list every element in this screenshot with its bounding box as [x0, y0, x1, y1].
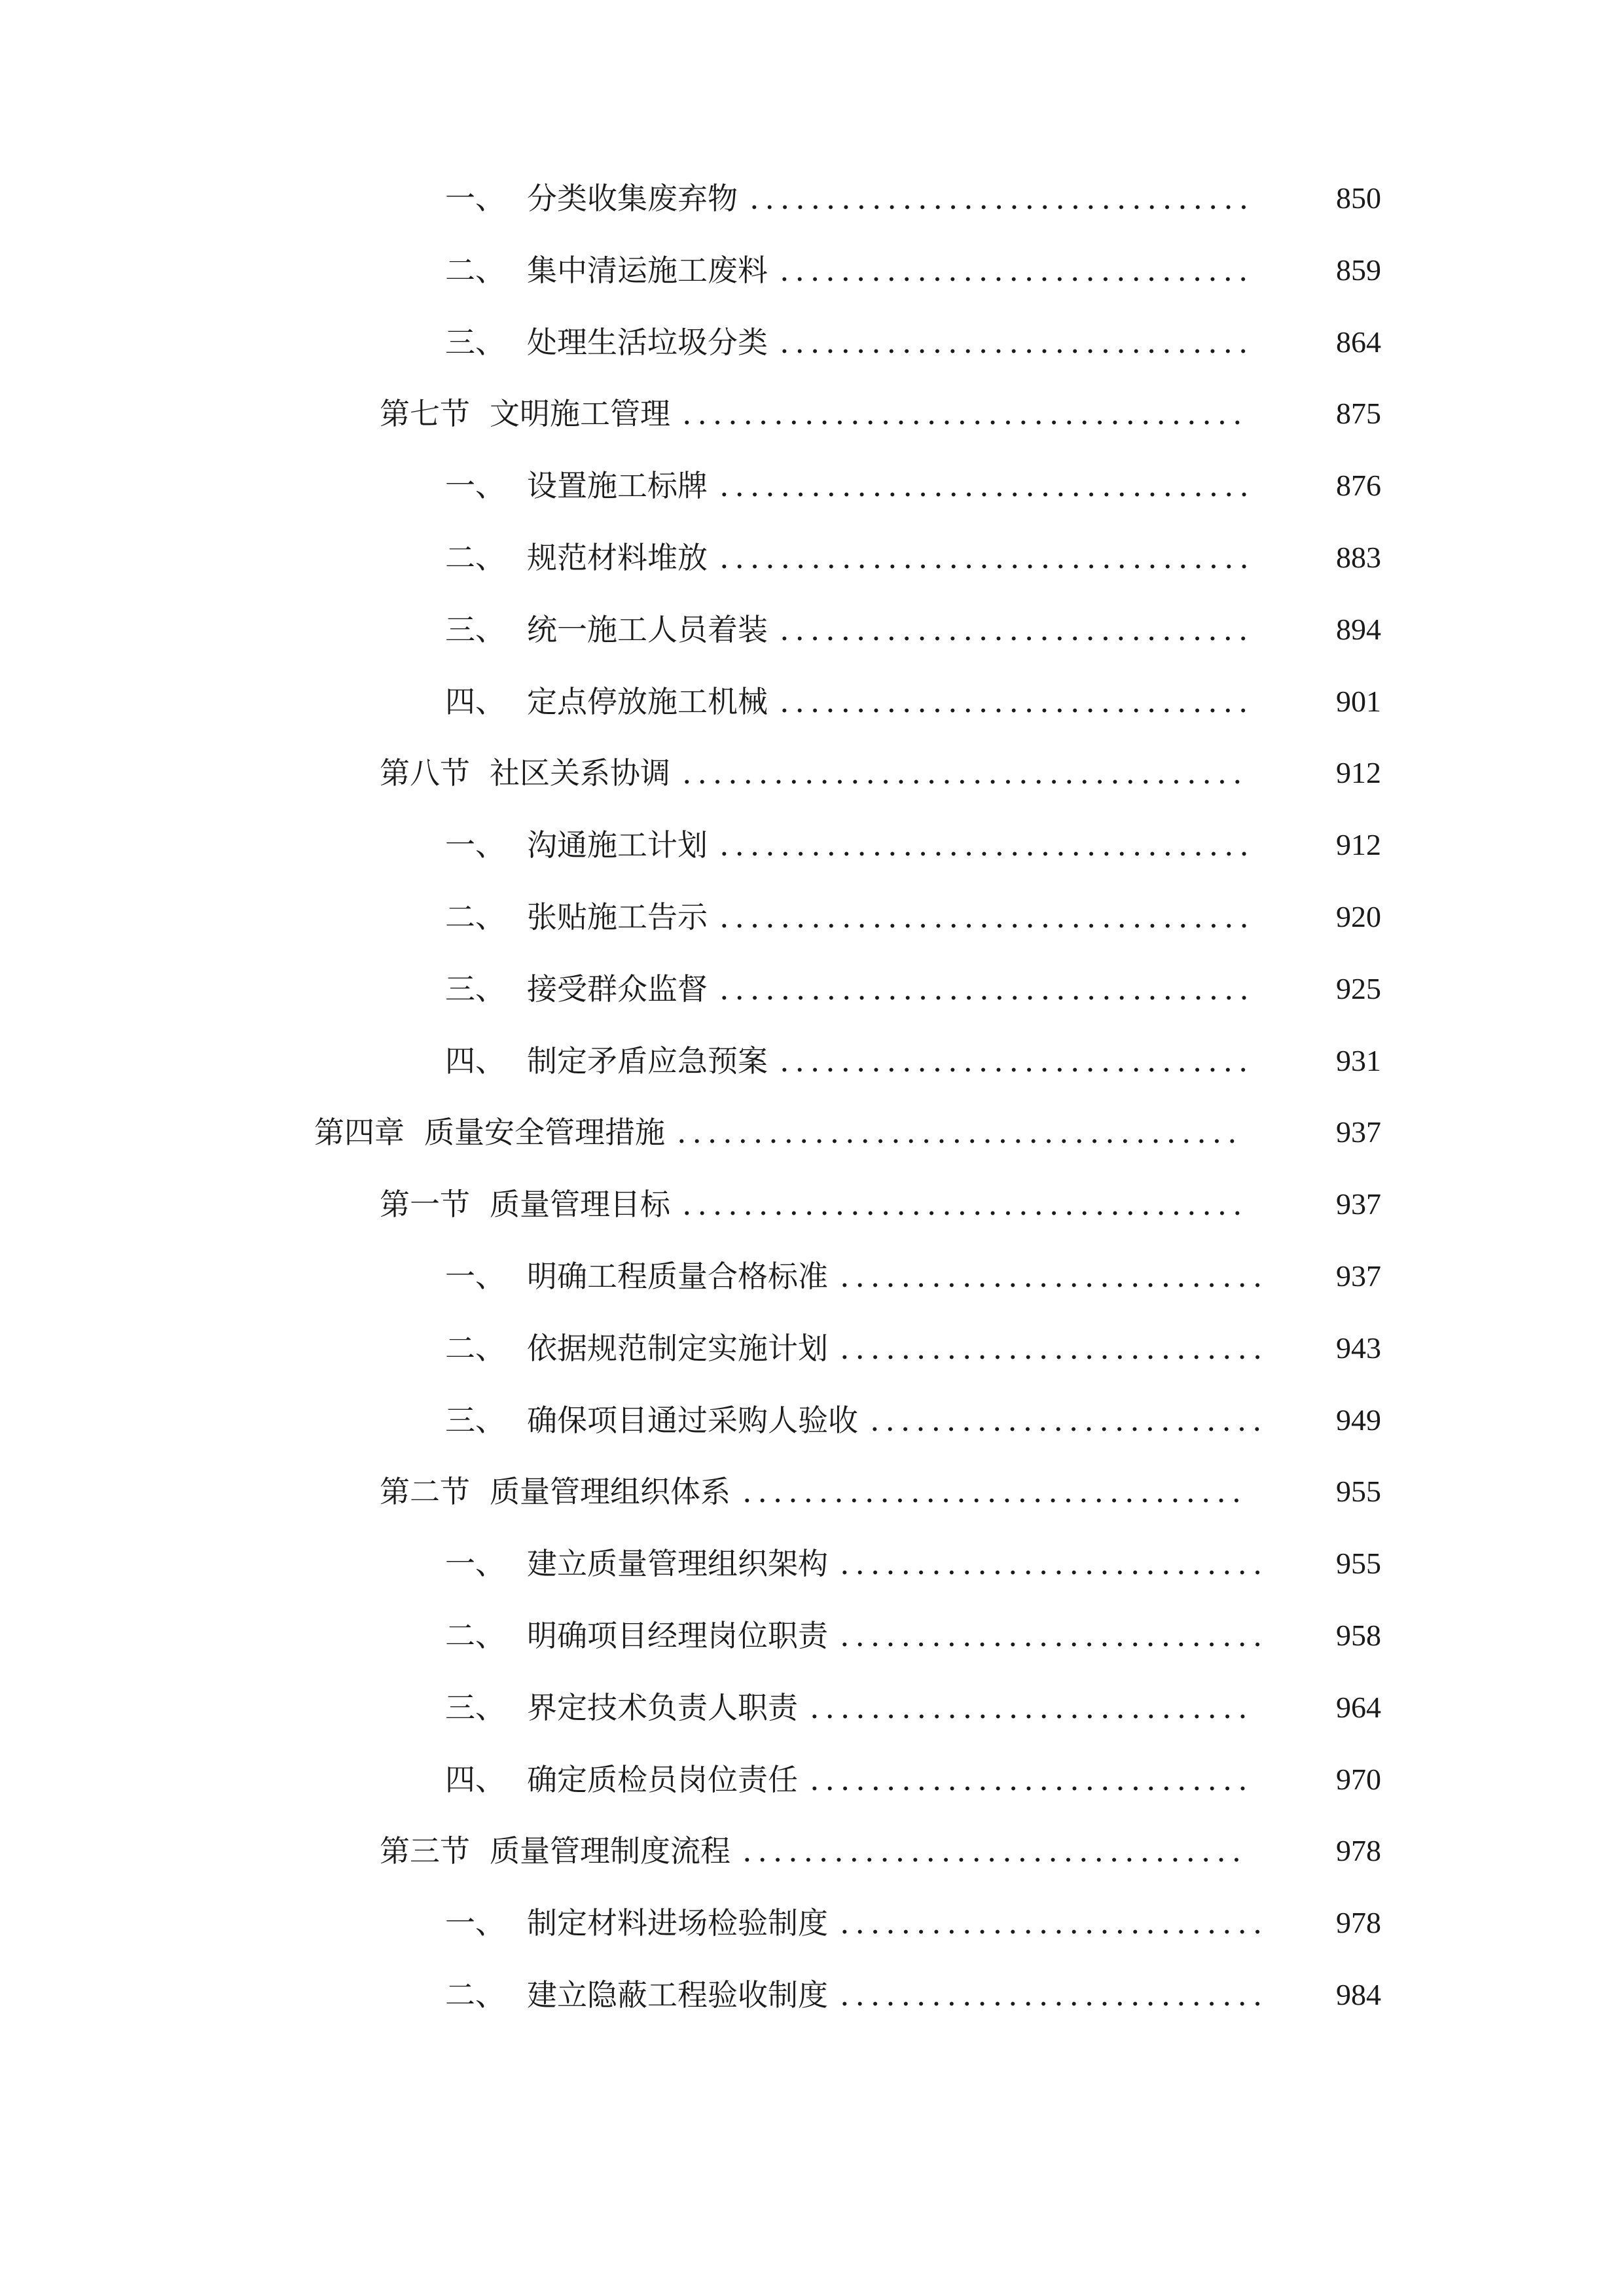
toc-dot-leader: ................................... — [719, 827, 1255, 863]
toc-entry-title: 社区关系协调 — [490, 755, 670, 791]
toc-dot-leader: ................................... — [719, 468, 1255, 504]
toc-entry-page-number: 978 — [1336, 1906, 1381, 1940]
toc-dot-leader: ............................. — [810, 1689, 1254, 1725]
toc-entry-title: 制定矛盾应急预案 — [527, 1043, 768, 1079]
toc-entry-section[interactable] — [0, 1821, 1624, 1880]
toc-entry-item[interactable] — [0, 528, 1624, 587]
toc-entry-title: 沟通施工计划 — [527, 827, 708, 863]
toc-entry-item[interactable] — [0, 1031, 1624, 1090]
toc-dot-leader: ................................. — [742, 1833, 1247, 1869]
toc-entry-title: 处理生活垃圾分类 — [527, 324, 768, 360]
toc-entry-page-number: 955 — [1336, 1475, 1381, 1509]
toc-entry-section[interactable] — [0, 1175, 1624, 1234]
toc-entry-marker: 二、 — [445, 1977, 505, 2013]
toc-entry-page-number: 901 — [1336, 684, 1381, 718]
toc-entry-title: 明确工程质量合格标准 — [527, 1259, 828, 1294]
toc-entry-page-number: 912 — [1336, 756, 1381, 790]
toc-entry-title: 质量管理制度流程 — [490, 1833, 731, 1869]
toc-entry-title: 明确项目经理岗位职责 — [527, 1618, 828, 1653]
toc-entry-section[interactable] — [0, 744, 1624, 802]
toc-entry-title: 质量管理目标 — [490, 1187, 670, 1223]
toc-entry-marker: 四、 — [445, 683, 505, 719]
toc-entry-marker: 三、 — [445, 324, 505, 360]
toc-entry-item[interactable] — [0, 888, 1624, 946]
toc-entry-item[interactable] — [0, 600, 1624, 659]
toc-entry-marker: 一、 — [445, 1546, 505, 1582]
toc-entry-title: 张贴施工告示 — [527, 899, 708, 935]
toc-dot-leader: ................................. — [742, 1474, 1247, 1510]
toc-entry-page-number: 912 — [1336, 828, 1381, 862]
toc-entry-title: 定点停放施工机械 — [527, 683, 768, 719]
toc-entry-item[interactable] — [0, 1391, 1624, 1450]
toc-entry-marker: 二、 — [445, 252, 505, 288]
toc-entry-item[interactable] — [0, 456, 1624, 515]
toc-entry-marker: 一、 — [445, 468, 505, 504]
toc-entry-page-number: 859 — [1336, 253, 1381, 287]
toc-entry-page-number: 850 — [1336, 181, 1381, 215]
toc-entry-marker: 第一节 — [380, 1187, 470, 1223]
toc-entry-page-number: 931 — [1336, 1043, 1381, 1077]
toc-entry-marker: 三、 — [445, 1402, 505, 1438]
toc-entry-marker: 一、 — [445, 827, 505, 863]
toc-entry-page-number: 883 — [1336, 541, 1381, 574]
toc-dot-leader: ................................... — [719, 899, 1255, 935]
toc-entry-page-number: 925 — [1336, 971, 1381, 1005]
toc-entry-page-number: 937 — [1336, 1187, 1381, 1221]
toc-entry-marker: 第三节 — [380, 1833, 470, 1869]
toc-dot-leader: ................................. — [749, 181, 1254, 216]
toc-dot-leader: ............................... — [780, 1043, 1254, 1079]
toc-entry-item[interactable] — [0, 313, 1624, 372]
toc-dot-leader: ............................. — [810, 1761, 1254, 1797]
toc-entry-marker: 三、 — [445, 611, 505, 647]
toc-entry-page-number: 937 — [1336, 1259, 1381, 1293]
toc-entry-title: 质量管理组织体系 — [490, 1474, 731, 1510]
toc-entry-title: 建立隐蔽工程验收制度 — [527, 1977, 828, 2013]
toc-dot-leader: .......................... — [870, 1402, 1268, 1438]
toc-entry-item[interactable] — [0, 1606, 1624, 1665]
toc-entry-item[interactable] — [0, 1534, 1624, 1593]
toc-entry-title: 规范材料堆放 — [527, 540, 708, 575]
toc-entry-title: 依据规范制定实施计划 — [527, 1330, 828, 1366]
toc-entry-item[interactable] — [0, 672, 1624, 731]
toc-entry-page-number: 958 — [1336, 1619, 1381, 1652]
toc-entry-title: 确定质检员岗位责任 — [527, 1761, 798, 1797]
toc-entry-marker: 三、 — [445, 971, 505, 1007]
toc-entry-page-number: 876 — [1336, 469, 1381, 503]
toc-entry-page-number: 864 — [1336, 325, 1381, 359]
toc-entry-title: 制定材料进场检验制度 — [527, 1905, 828, 1941]
toc-entry-page-number: 984 — [1336, 1978, 1381, 2011]
toc-entry-marker: 四、 — [445, 1043, 505, 1079]
toc-entry-title: 分类收集废弃物 — [527, 181, 738, 216]
toc-entry-item[interactable] — [0, 1750, 1624, 1809]
toc-entry-page-number: 949 — [1336, 1403, 1381, 1437]
toc-entry-marker: 一、 — [445, 1259, 505, 1294]
toc-entry-page-number: 978 — [1336, 1834, 1381, 1868]
toc-dot-leader: ..................................... — [682, 755, 1248, 791]
toc-dot-leader: ............................ — [840, 1259, 1269, 1294]
toc-entry-marker: 第二节 — [380, 1474, 470, 1510]
toc-entry-marker: 三、 — [445, 1689, 505, 1725]
toc-entry-page-number: 964 — [1336, 1690, 1381, 1724]
toc-entry-title: 确保项目通过采购人验收 — [527, 1402, 858, 1438]
toc-dot-leader: ............................ — [840, 1905, 1269, 1941]
toc-entry-title: 质量安全管理措施 — [424, 1115, 665, 1151]
toc-dot-leader: ............................... — [780, 611, 1254, 647]
toc-entry-marker: 二、 — [445, 540, 505, 575]
toc-dot-leader: ............................ — [840, 1977, 1269, 2013]
toc-entry-title: 界定技术负责人职责 — [527, 1689, 798, 1725]
toc-dot-leader: ................................... — [719, 971, 1255, 1007]
toc-entry-page-number: 875 — [1336, 397, 1381, 431]
toc-entry-item[interactable] — [0, 241, 1624, 300]
toc-entry-marker: 一、 — [445, 181, 505, 216]
toc-entry-marker: 二、 — [445, 899, 505, 935]
toc-entry-title: 集中清运施工废料 — [527, 252, 768, 288]
toc-dot-leader: ............................ — [840, 1546, 1269, 1582]
toc-entry-item[interactable] — [0, 816, 1624, 874]
toc-dot-leader: ............................... — [780, 324, 1254, 360]
toc-entry-marker: 二、 — [445, 1618, 505, 1653]
toc-dot-leader: ..................................... — [682, 1187, 1248, 1223]
toc-entry-title: 建立质量管理组织架构 — [527, 1546, 828, 1582]
toc-entry-section[interactable] — [0, 384, 1624, 443]
toc-dot-leader: ............................... — [780, 683, 1254, 719]
toc-entry-item[interactable] — [0, 1319, 1624, 1378]
toc-entry-item[interactable] — [0, 960, 1624, 1018]
toc-dot-leader: ..................................... — [677, 1115, 1243, 1151]
toc-entry-page-number: 937 — [1336, 1115, 1381, 1149]
toc-entry-title: 文明施工管理 — [490, 396, 670, 432]
toc-entry-chapter[interactable] — [0, 1103, 1624, 1162]
toc-entry-marker: 第四章 — [314, 1115, 405, 1151]
toc-entry-marker: 四、 — [445, 1761, 505, 1797]
toc-entry-marker: 二、 — [445, 1330, 505, 1366]
toc-entry-item[interactable] — [0, 1247, 1624, 1306]
toc-entry-page-number: 894 — [1336, 612, 1381, 646]
toc-entry-page-number: 955 — [1336, 1547, 1381, 1581]
toc-entry-marker: 第八节 — [380, 755, 470, 791]
toc-entry-marker: 第七节 — [380, 396, 470, 432]
toc-entry-page-number: 970 — [1336, 1762, 1381, 1796]
toc-dot-leader: ............................ — [840, 1618, 1269, 1653]
toc-entry-item[interactable] — [0, 1678, 1624, 1737]
toc-entry-title: 接受群众监督 — [527, 971, 708, 1007]
toc-dot-leader: ................................... — [719, 540, 1255, 575]
toc-entry-page-number: 920 — [1336, 900, 1381, 933]
toc-dot-leader: ............................... — [780, 252, 1254, 288]
toc-entry-item[interactable] — [0, 169, 1624, 228]
toc-entry-title: 统一施工人员着装 — [527, 611, 768, 647]
toc-entry-item[interactable] — [0, 1893, 1624, 1952]
toc-entry-title: 设置施工标牌 — [527, 468, 708, 504]
toc-entry-marker: 一、 — [445, 1905, 505, 1941]
toc-entry-section[interactable] — [0, 1462, 1624, 1521]
toc-entry-item[interactable] — [0, 1965, 1624, 2024]
toc-dot-leader: ............................ — [840, 1330, 1269, 1366]
toc-entry-page-number: 943 — [1336, 1331, 1381, 1365]
toc-dot-leader: ..................................... — [682, 396, 1248, 432]
